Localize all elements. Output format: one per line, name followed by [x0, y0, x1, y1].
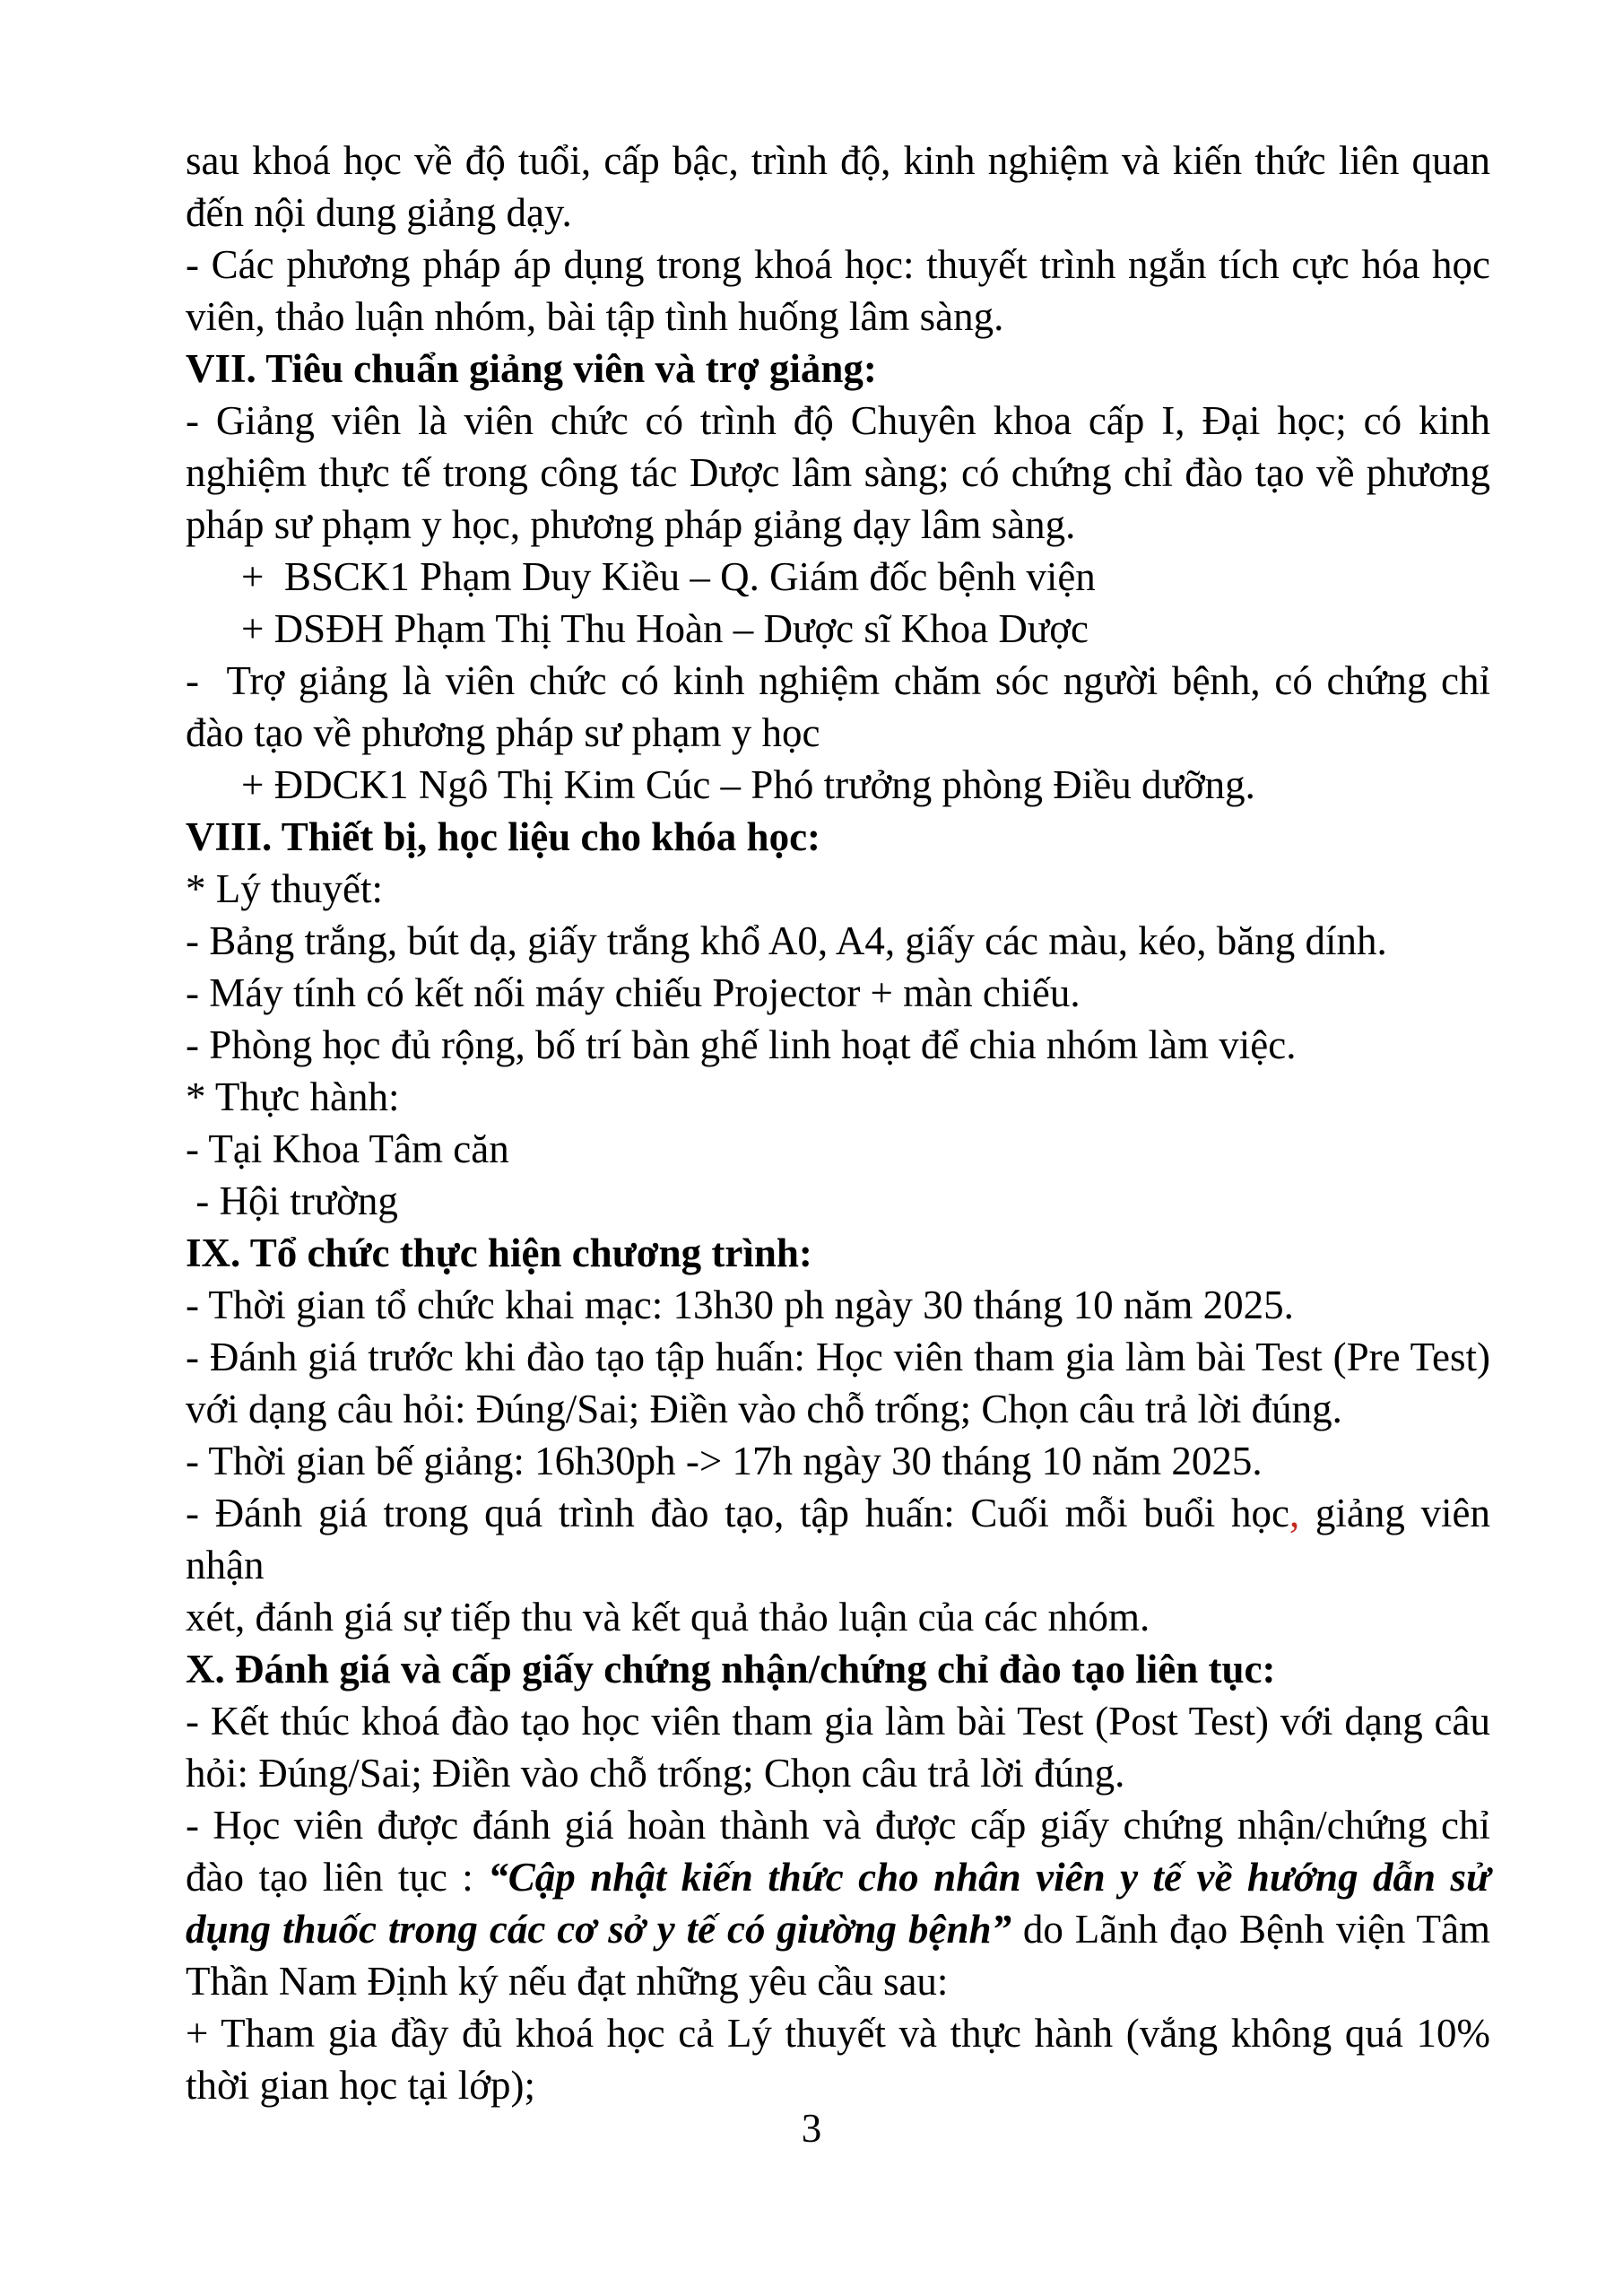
text-line: [186, 1799, 1490, 1851]
text-segment: sau khoá học về độ tuổi, cấp bậc, trình độ, kinh nghiệm và kiến thức liên quan: [186, 138, 1490, 183]
text-segment: - Các phương pháp áp dụng trong khoá học: thuyết trình ngắn tích cực hóa học: [186, 242, 1490, 287]
text-line: [186, 1487, 1501, 1591]
text-segment: dụng thuốc trong các cơ sở y tế có giường bệnh”: [186, 1907, 1011, 1952]
text-segment: + Tham gia đầy đủ khoá học cả Lý thuyết và thực hành (vắng không quá 10%: [186, 2011, 1490, 2056]
section-heading: [186, 343, 1490, 395]
text-line: [186, 603, 1490, 655]
text-line: [186, 1279, 1490, 1331]
text-line: [186, 1071, 1490, 1123]
text-segment: đến nội dung giảng dạy.: [186, 190, 572, 235]
text-line: [186, 1019, 1490, 1071]
text-line: [186, 1123, 1490, 1175]
text-line: [186, 655, 1490, 707]
text-segment: - Hội trường: [186, 1178, 398, 1223]
text-segment: - Giảng viên là viên chức có trình độ Chuyên khoa cấp I, Đại học; có kinh: [186, 398, 1490, 443]
text-segment: - Bảng trắng, bút dạ, giấy trắng khổ A0, A4, giấy các màu, kéo, băng dính.: [186, 918, 1387, 963]
text-line: [186, 967, 1490, 1019]
text-segment: xét, đánh giá sự tiếp thu và kết quả thảo luận của các nhóm.: [186, 1595, 1150, 1639]
red-comma: ,: [1289, 1491, 1300, 1535]
text-segment: - Đánh giá trước khi đào tạo tập huấn: Học viên tham gia làm bài Test (Pre Test): [186, 1335, 1490, 1379]
text-segment: nghiệm thực tế trong công tác Dược lâm sàng; có chứng chỉ đào tạo về phương: [186, 450, 1490, 495]
text-segment: đào tạo về phương pháp sư phạm y học: [186, 710, 820, 755]
text-line: [186, 135, 1490, 187]
text-line: [186, 915, 1490, 967]
text-segment: * Thực hành:: [186, 1074, 400, 1119]
text-segment: IX. Tổ chức thực hiện chương trình:: [186, 1231, 812, 1275]
text-segment: do Lãnh đạo Bệnh viện Tâm: [1011, 1907, 1490, 1952]
text-segment: thời gian học tại lớp);: [186, 2063, 536, 2108]
text-segment: - Trợ giảng là viên chức có kinh nghiệm chăm sóc người bệnh, có chứng chỉ: [186, 658, 1490, 703]
text-line: [186, 1591, 1490, 1643]
text-segment: - Tại Khoa Tâm căn: [186, 1126, 509, 1171]
text-segment: - Phòng học đủ rộng, bố trí bàn ghế linh hoạt để chia nhóm làm việc.: [186, 1022, 1297, 1067]
text-line: [186, 1383, 1490, 1435]
text-line: [186, 1903, 1490, 1955]
text-segment: “Cập nhật kiến thức cho nhân viên y tế về hướng dẫn sử: [488, 1855, 1491, 1900]
text-segment: - Thời gian tổ chức khai mạc: 13h30 ph ngày 30 tháng 10 năm 2025.: [186, 1283, 1294, 1327]
text-segment: - Máy tính có kết nối máy chiếu Projector + màn chiếu.: [186, 970, 1081, 1015]
text-line: [186, 1175, 1490, 1227]
text-segment: VII. Tiêu chuẩn giảng viên và trợ giảng:: [186, 346, 877, 391]
text-segment: * Lý thuyết:: [186, 866, 383, 911]
text-line: [186, 1747, 1490, 1799]
text-line: [186, 551, 1490, 603]
text-line: [186, 1955, 1490, 2007]
text-segment: + DSĐH Phạm Thị Thu Hoàn – Dược sĩ Khoa Dược: [241, 606, 1089, 651]
text-line: [186, 759, 1490, 811]
text-line: [186, 707, 1490, 759]
text-segment: đào tạo liên tục :: [186, 1855, 489, 1900]
text-line: [186, 187, 1490, 239]
text-segment: - Học viên được đánh giá hoàn thành và được cấp giấy chứng nhận/chứng chỉ: [186, 1803, 1490, 1848]
text-line: [186, 447, 1490, 499]
section-heading: [186, 1643, 1490, 1695]
text-segment: - Đánh giá trong quá trình đào tạo, tập huấn: Cuối mỗi buổi học: [186, 1491, 1289, 1535]
text-segment: + ĐDCK1 Ngô Thị Kim Cúc – Phó trưởng phòng Điều dưỡng.: [241, 762, 1255, 807]
text-line: [186, 1435, 1490, 1487]
text-line: [186, 1695, 1490, 1747]
text-segment: - Kết thúc khoá đào tạo học viên tham gia làm bài Test (Post Test) với dạng câu: [186, 1699, 1490, 1744]
text-segment: + BSCK1 Phạm Duy Kiều – Q. Giám đốc bệnh viện: [241, 554, 1096, 599]
text-segment: viên, thảo luận nhóm, bài tập tình huống lâm sàng.: [186, 294, 1004, 339]
text-line: [186, 2007, 1490, 2059]
text-line: [186, 1851, 1490, 1903]
text-segment: pháp sư phạm y học, phương pháp giảng dạy lâm sàng.: [186, 502, 1076, 547]
section-heading: [186, 1227, 1490, 1279]
section-heading: [186, 811, 1490, 863]
text-segment: VIII. Thiết bị, học liệu cho khóa học:: [186, 814, 821, 859]
text-segment: X. Đánh giá và cấp giấy chứng nhận/chứng chỉ đào tạo liên tục:: [186, 1647, 1276, 1692]
text-line: [186, 1331, 1490, 1383]
text-line: [186, 239, 1490, 291]
page-number: 3: [801, 2106, 822, 2151]
text-line: [186, 499, 1490, 551]
text-line: [186, 291, 1490, 343]
text-segment: giảng viên nhận: [186, 1491, 1501, 1587]
text-line: [186, 863, 1490, 915]
text-segment: hỏi: Đúng/Sai; Điền vào chỗ trống; Chọn câu trả lời đúng.: [186, 1751, 1125, 1796]
document-content: [186, 135, 1501, 2111]
text-segment: Thần Nam Định ký nếu đạt những yêu cầu sau:: [186, 1959, 949, 2004]
text-line: [186, 395, 1490, 447]
text-segment: - Thời gian bế giảng: 16h30ph -> 17h ngày 30 tháng 10 năm 2025.: [186, 1439, 1263, 1483]
text-segment: với dạng câu hỏi: Đúng/Sai; Điền vào chỗ trống; Chọn câu trả lời đúng.: [186, 1387, 1342, 1431]
